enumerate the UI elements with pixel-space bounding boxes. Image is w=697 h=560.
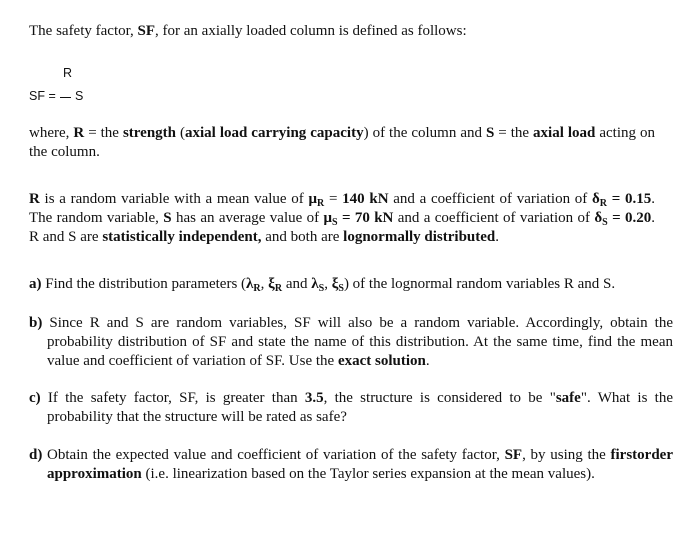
- formula-numerator: R: [63, 66, 73, 80]
- question-d: d) Obtain the expected value and coefficient of variation of the safety factor, SF, by using the firstorder approximation (i.e. linearization based on the Taylor series expansion at the mean values).: [29, 447, 673, 482]
- sf-term: SF: [137, 23, 156, 39]
- fraction-bar: [60, 97, 71, 98]
- formula-lhs: SF =: [29, 89, 56, 103]
- question-c: c) If the safety factor, SF, is greater than 3.5, the structure is considered to be "safe". What is the probability that the structure will be rated as safe?: [29, 390, 674, 425]
- random-variables-paragraph: R is a random variable with a mean value of $\mu_R = 140$ kN and a coefficient of variation of $\delta_R = 0.15$. The random variable, S has an average value of $\mu_S = 70$ kN and a coefficient of variation of $\delta_S = 0.20$. R and S are statistically independent, and both are lognormally distributed.: [29, 191, 655, 245]
- question-b: b) Since R and S are random variables, SF will also be a random variable. Accordingly, obtain the probability distribution of SF and state the name of this distribution. At the same time, find the mean value and coefficient of variation of SF. Use the exact solution.: [29, 315, 673, 369]
- intro-paragraph: The safety factor, SF, for an axially loaded column is defined as follows:: [29, 23, 467, 39]
- question-a: a) Find the distribution parameters ($\lambda_R$, $\xi_R$ and $\lambda_S$, $\xi_S$) of the lognormal random variables R and S.: [29, 276, 616, 294]
- formula-denominator: S: [75, 89, 84, 103]
- definition-paragraph: where, R = the strength (axial load carrying capacity) of the column and S = the axial load acting on the column.: [29, 125, 655, 160]
